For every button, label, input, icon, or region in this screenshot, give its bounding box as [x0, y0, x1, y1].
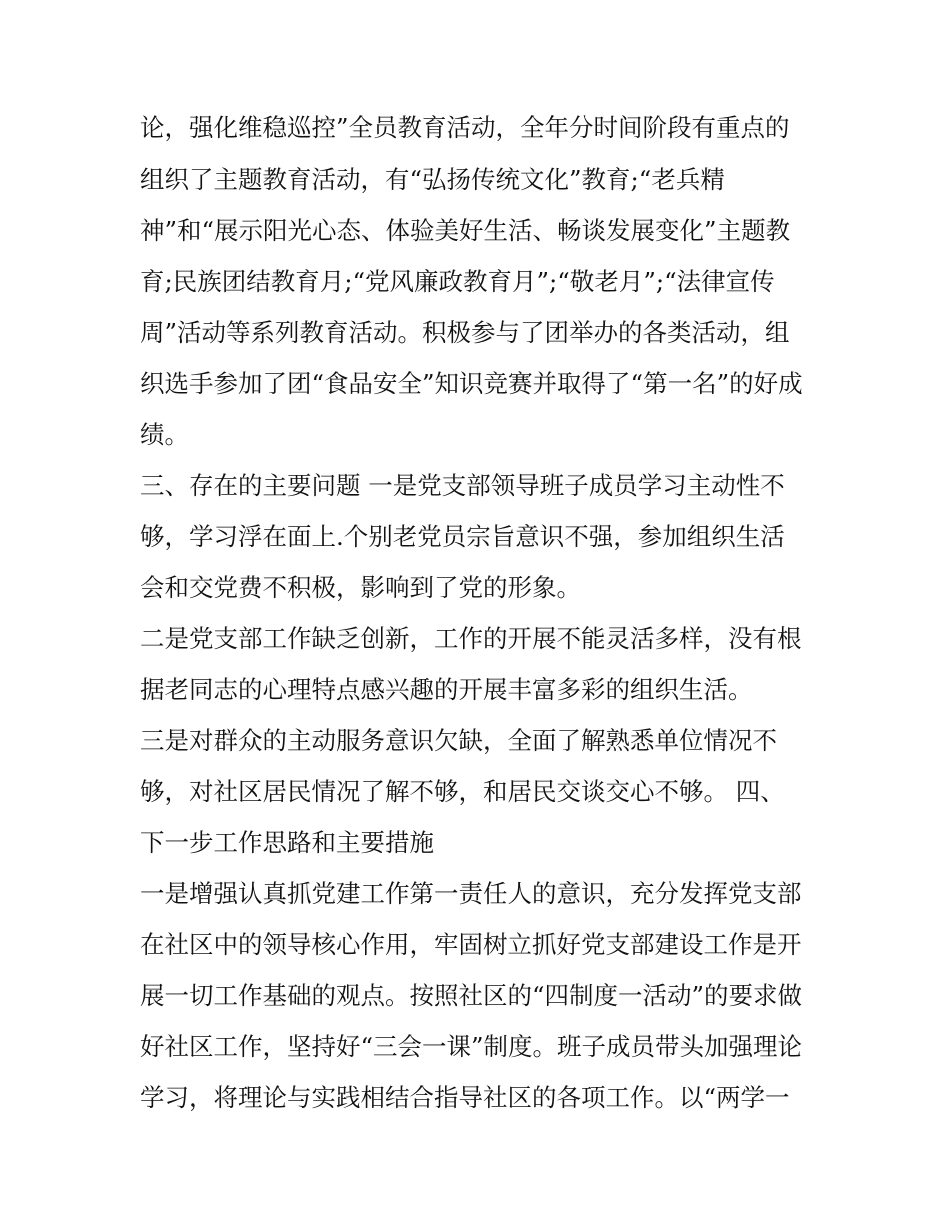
text-line: 够，学习浮在面上.个别老党员宗旨意识不强，参加组织生活	[140, 522, 785, 551]
text-line: 织选手参加了团“食品安全”知识竞赛并取得了“第一名”的好成	[140, 369, 803, 398]
section-heading-line: 下一步工作思路和主要措施	[140, 828, 434, 857]
text-line: 据老同志的心理特点感兴趣的开展丰富多彩的组织生活。	[140, 675, 753, 704]
text-line: 三是对群众的主动服务意识欠缺，全面了解熟悉单位情况不	[140, 726, 777, 755]
text-line: 一是增强认真抓党建工作第一责任人的意识，充分发挥党支部	[140, 879, 802, 908]
text-line: 周”活动等系列教育活动。积极参与了团举办的各类活动，组	[140, 318, 790, 347]
text-line: 二是党支部工作缺乏创新，工作的开展不能灵活多样，没有根	[140, 624, 802, 653]
text-line: 会和交党费不积极，影响到了党的形象。	[140, 573, 581, 602]
text-line: 绩。	[140, 420, 189, 449]
text-line: 神”和“展示阳光心态、体验美好生活、畅谈发展变化”主题教	[140, 216, 791, 245]
section-heading-line: 三、存在的主要问题 一是党支部领导班子成员学习主动性不	[140, 471, 785, 500]
text-line: 论，强化维稳巡控”全员教育活动，全年分时间阶段有重点的	[140, 113, 790, 142]
text-line: 展一切工作基础的观点。按照社区的“四制度一活动”的要求做	[140, 981, 803, 1010]
text-line: 育;民族团结教育月;“党风廉政教育月”;“敬老月”;“法律宣传	[140, 267, 775, 296]
text-line: 好社区工作，坚持好“三会一课”制度。班子成员带头加强理论	[140, 1032, 803, 1061]
text-line: 在社区中的领导核心作用，牢固树立抓好党支部建设工作是开	[140, 930, 802, 959]
text-line: 组织了主题教育活动，有“弘扬传统文化”教育;“老兵精	[140, 165, 725, 194]
text-line: 够，对社区居民情况了解不够，和居民交谈交心不够。 四、	[140, 777, 785, 806]
text-line: 学习，将理论与实践相结合指导社区的各项工作。以“两学一	[140, 1083, 790, 1112]
